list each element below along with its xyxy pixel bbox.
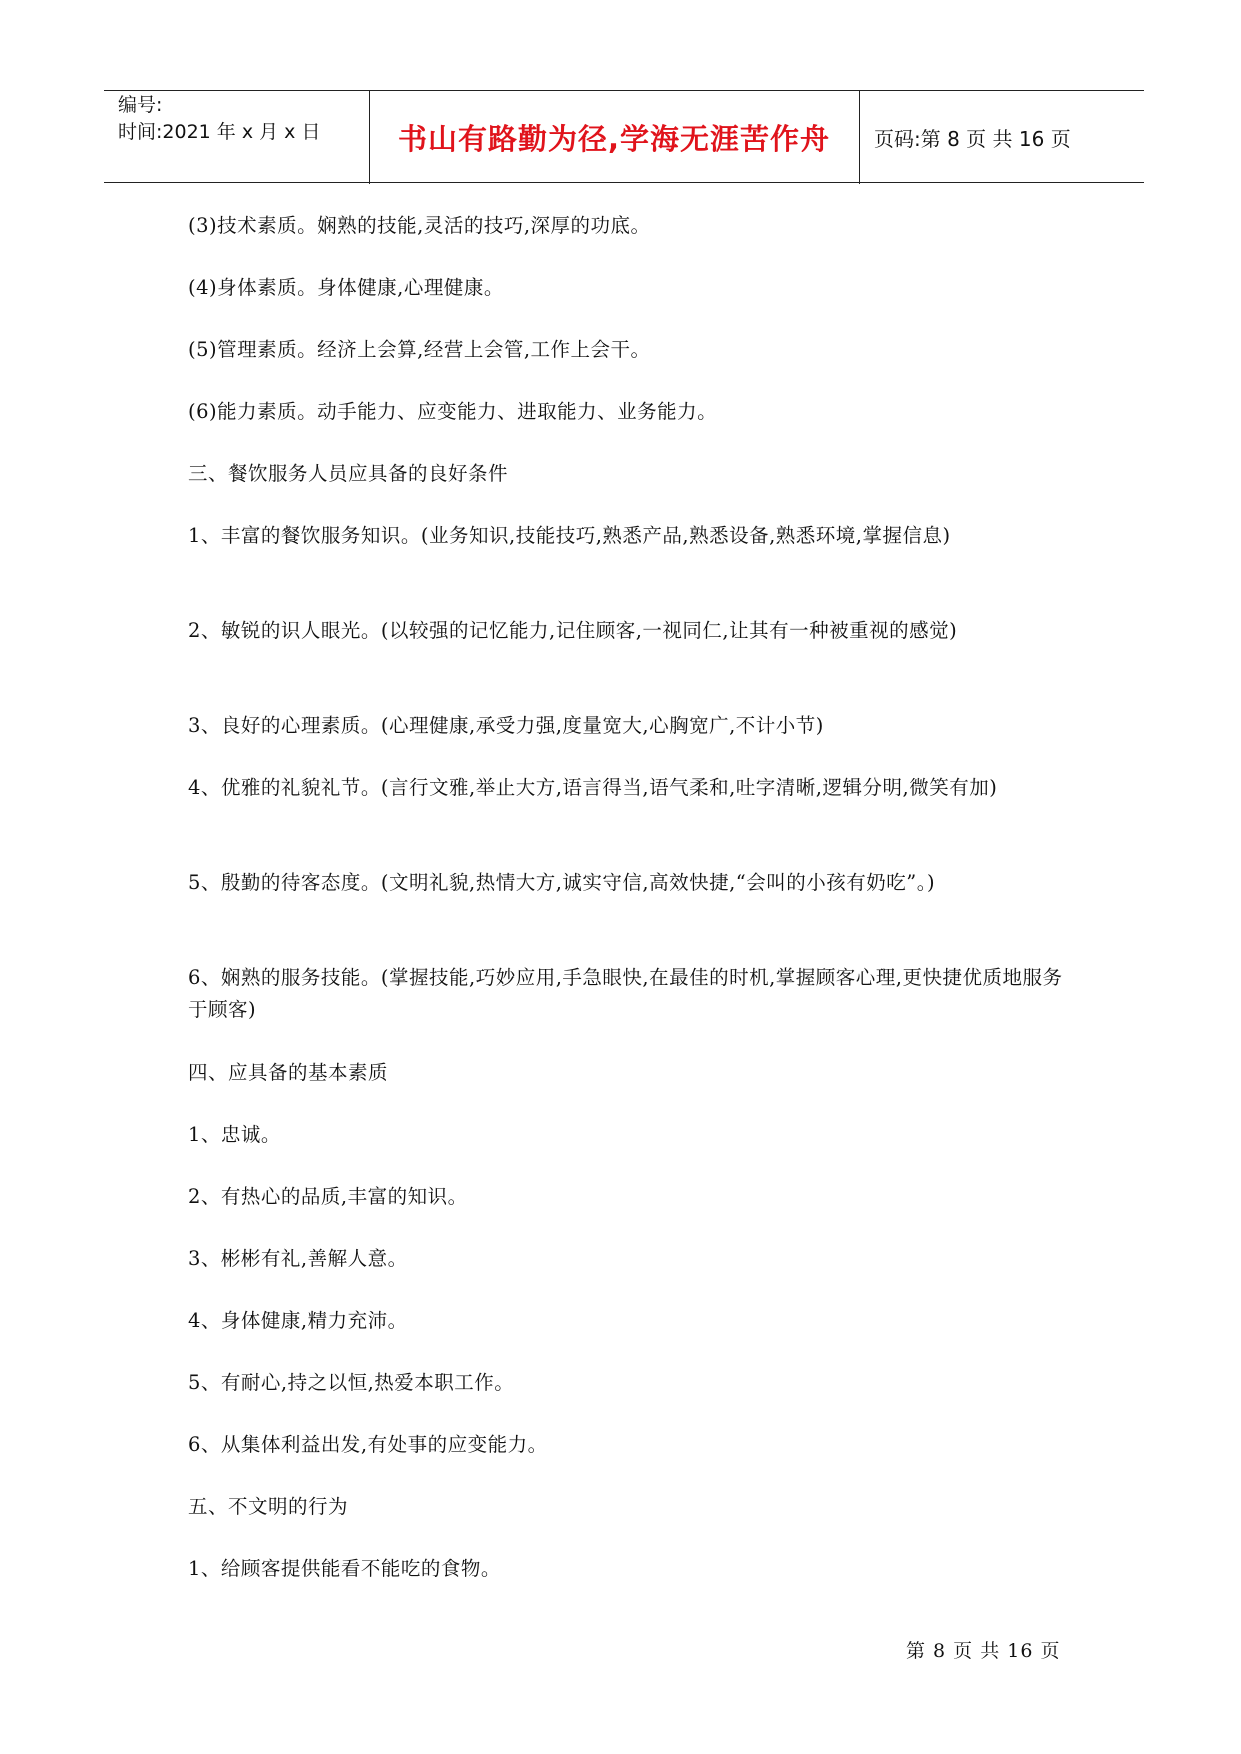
header-meta [118,92,320,146]
paragraph: 2、敏锐的识人眼光。(以较强的记忆能力,记住顾客,一视同仁,让其有一种被重视的感觉) [188,619,958,642]
paragraph: 1、丰富的餐饮服务知识。(业务知识,技能技巧,熟悉产品,熟悉设备,熟悉环境,掌握信息) [188,524,951,547]
paragraph: 3、彬彬有礼,善解人意。 [188,1247,408,1270]
paragraph: 5、殷勤的待客态度。(文明礼貌,热情大方,诚实守信,高效快捷,“会叫的小孩有奶吃”。) [188,871,936,894]
page-header [104,90,1144,184]
paragraph: 2、有热心的品质,丰富的知识。 [188,1185,468,1208]
paragraph: (4)身体素质。身体健康,心理健康。 [188,276,504,299]
section-heading: 四、应具备的基本素质 [188,1061,389,1084]
paragraph: (6)能力素质。动手能力、应变能力、进取能力、业务能力。 [188,400,718,423]
paragraph: 4、优雅的礼貌礼节。(言行文雅,举止大方,语言得当,语气柔和,吐字清晰,逻辑分明,微笑有加) [188,776,998,799]
paragraph: 6、娴熟的服务技能。(掌握技能,巧妙应用,手急眼快,在最佳的时机,掌握顾客心理,更快捷优质地服务于顾客) [188,966,1063,1021]
paragraph: 1、忠诚。 [188,1123,281,1146]
section-heading: 五、不文明的行为 [188,1495,349,1518]
page-footer-number: 第 8 页 共 16 页 [906,1640,1061,1662]
paragraph: (5)管理素质。经济上会算,经营上会管,工作上会干。 [188,338,651,361]
document-time-label: 时间:2021 年 x 月 x 日 [118,121,321,143]
header-divider-right [859,90,860,184]
paragraph: (3)技术素质。娴熟的技能,灵活的技巧,深厚的功底。 [188,214,651,237]
paragraph: 3、良好的心理素质。(心理健康,承受力强,度量宽大,心胸宽广,不计小节) [188,714,824,737]
header-page-code: 页码:第 8 页 共 16 页 [874,126,1071,151]
document-number-label: 编号: [118,94,163,116]
header-motto: 书山有路勤为径,学海无涯苦作舟 [397,121,831,156]
paragraph: 1、给顾客提供能看不能吃的食物。 [188,1557,501,1580]
paragraph: 4、身体健康,精力充沛。 [188,1309,408,1332]
paragraph: 5、有耐心,持之以恒,热爱本职工作。 [188,1371,515,1394]
section-heading: 三、餐饮服务人员应具备的良好条件 [188,462,509,485]
paragraph: 6、从集体利益出发,有处事的应变能力。 [188,1433,548,1456]
